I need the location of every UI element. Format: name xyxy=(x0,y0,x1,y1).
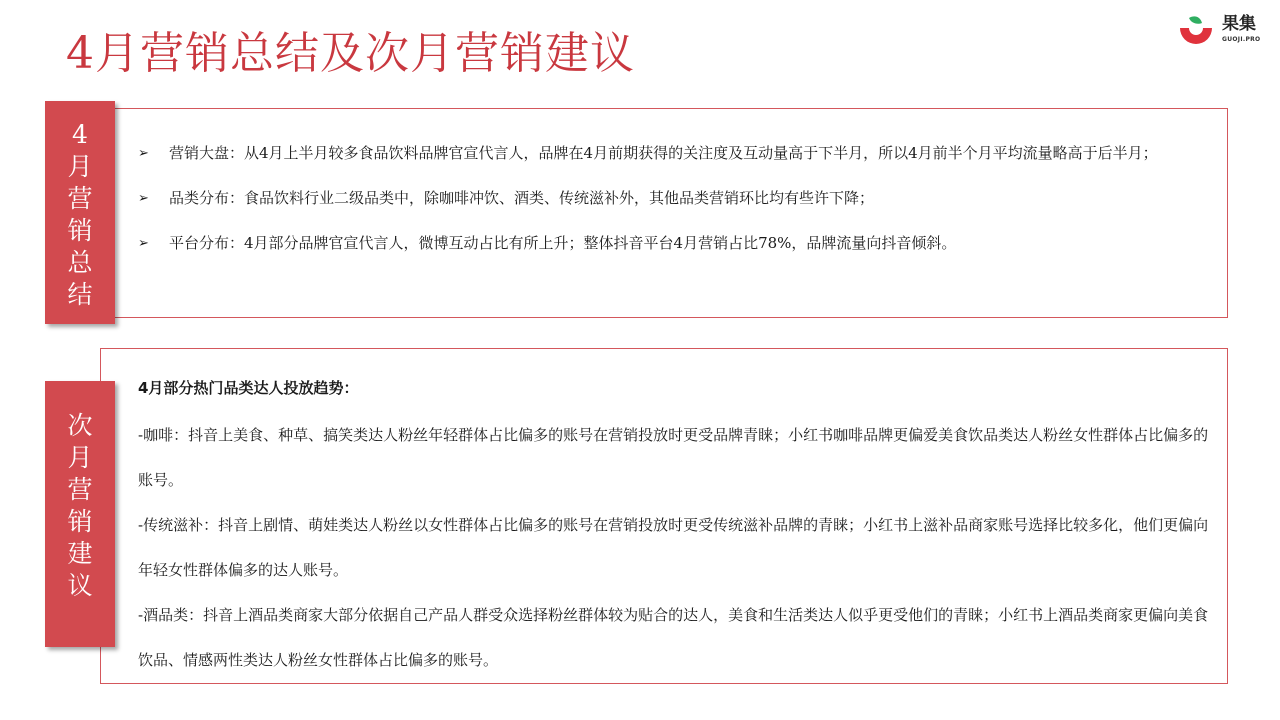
advice-tab-char: 营 xyxy=(67,475,93,504)
arrow-bullet-icon: ➢ xyxy=(138,191,149,206)
summary-bullet-text: 营销大盘：从4月上半月较多食品饮料品牌官宣代言人，品牌在4月前期获得的关注度及互动量高于下半月，所以4月前半个月平均流量略高于后半月； xyxy=(169,144,1158,162)
advice-item-liquor: -酒品类：抖音上酒品类商家大部分依据自己产品人群受众选择粉丝群体较为贴合的达人，美食和生活类达人似乎更受他们的青睐；小红书上酒品类商家更偏向美食饮品、情感两性类达人粉丝女性群体占比偏多的账号。 xyxy=(138,606,1209,669)
advice-tab-char: 建 xyxy=(67,539,93,568)
arrow-bullet-icon: ➢ xyxy=(138,146,149,161)
summary-tab-char: 销 xyxy=(67,216,93,245)
summary-bullet-list xyxy=(138,131,1214,266)
guoji-logo-icon xyxy=(1176,14,1216,48)
summary-tab-char: 营 xyxy=(67,184,93,213)
advice-tab-char: 销 xyxy=(67,507,93,536)
advice-tab-char: 议 xyxy=(67,571,93,600)
brand-logo xyxy=(1176,14,1268,48)
summary-bullet-market xyxy=(138,131,1214,176)
summary-tab-char: 结 xyxy=(67,280,93,309)
page-title: 4月营销总结及次月营销建议 xyxy=(66,28,635,79)
advice-heading: 4月部分热门品类达人投放趋势： xyxy=(138,379,359,397)
summary-tab-char: 总 xyxy=(67,248,93,277)
arrow-bullet-icon: ➢ xyxy=(138,236,149,251)
summary-tab-char: 4 xyxy=(72,120,88,149)
summary-bullet-category xyxy=(138,176,1214,221)
advice-item-coffee: -咖啡：抖音上美食、种草、搞笑类达人粉丝年轻群体占比偏多的账号在营销投放时更受品牌青睐；小红书咖啡品牌更偏爱美食饮品类达人粉丝女性群体占比偏多的账号。 xyxy=(138,426,1209,489)
summary-bullet-text: 平台分布：4月部分品牌官宣代言人，微博互动占比有所上升；整体抖音平台4月营销占比78%，品牌流量向抖音倾斜。 xyxy=(169,234,957,252)
summary-tab xyxy=(45,101,115,324)
advice-tab-char: 次 xyxy=(67,411,93,440)
advice-tab xyxy=(45,381,115,647)
advice-tab-char: 月 xyxy=(67,443,93,472)
summary-tab-char: 月 xyxy=(67,152,93,181)
summary-bullet-platform xyxy=(138,221,1214,266)
advice-content xyxy=(138,363,1216,683)
summary-bullet-text: 品类分布：食品饮料行业二级品类中，除咖啡冲饮、酒类、传统滋补外，其他品类营销环比均有些许下降； xyxy=(169,189,875,207)
logo-name: 果集 xyxy=(1222,14,1256,34)
logo-subtitle: GUOJI.PRO xyxy=(1222,36,1261,43)
advice-item-tonic: -传统滋补：抖音上剧情、萌娃类达人粉丝以女性群体占比偏多的账号在营销投放时更受传统滋补品牌的青睐；小红书上滋补品商家账号选择比较多化，他们更偏向年轻女性群体偏多的达人账号。 xyxy=(138,516,1209,579)
